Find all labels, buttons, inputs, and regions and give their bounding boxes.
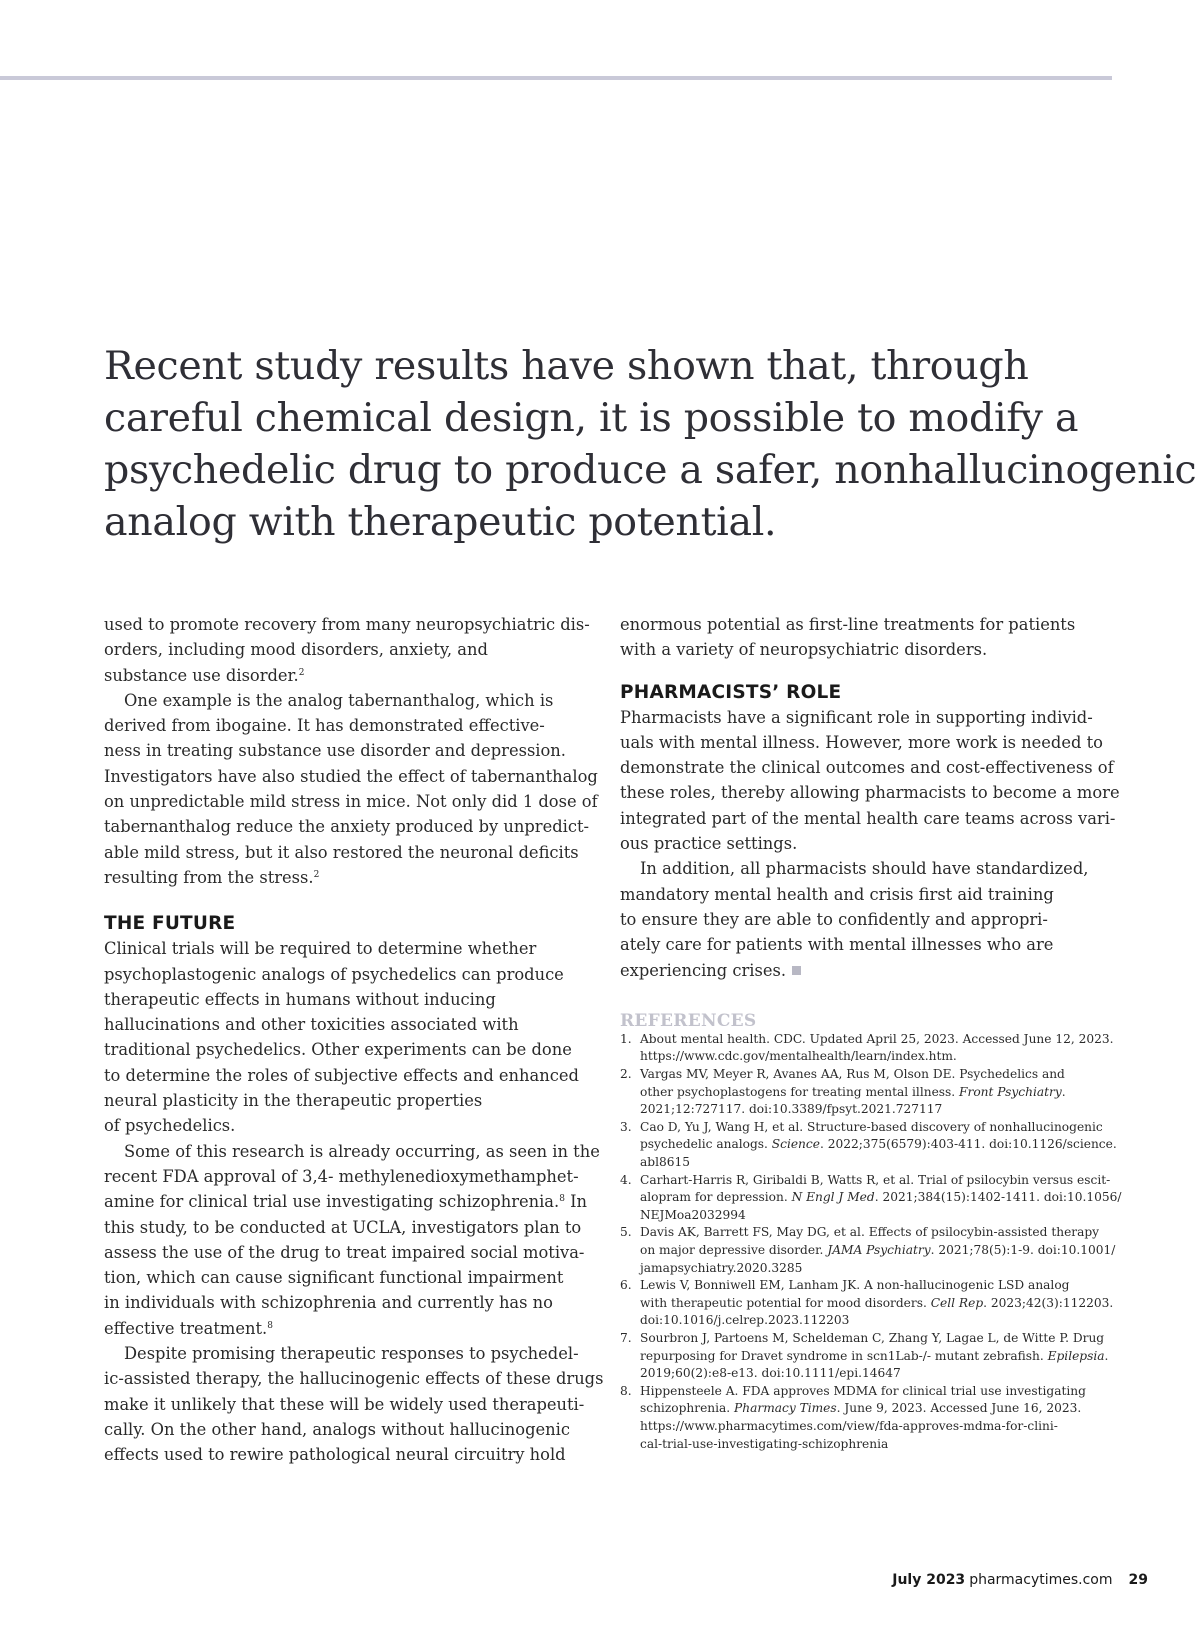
- page-number: 29: [1128, 1572, 1148, 1588]
- text-line: to determine the roles of subjective effects and enhanced: [104, 1065, 579, 1085]
- text-line: these roles, thereby allowing pharmacists to become a more: [620, 783, 1120, 803]
- text-run: psychedelic analogs.: [640, 1137, 772, 1152]
- paragraph: [104, 936, 598, 1138]
- reference-line: [640, 1189, 1122, 1207]
- reference-line: Davis AK, Barrett FS, May DG, et al. Effects of psilocybin-assisted therapy: [640, 1225, 1100, 1240]
- reference-text: [640, 1031, 1114, 1066]
- pull-quote-line: analog with therapeutic potential.: [104, 499, 777, 545]
- text-line: tion, which can cause significant functional impairment: [104, 1268, 564, 1288]
- reference-item: [620, 1119, 1117, 1172]
- text-line: ately care for patients with mental illnesses who are: [620, 935, 1054, 955]
- section-heading-role: PHARMACISTS’ ROLE: [620, 681, 842, 703]
- journal-name: Pharmacy Times: [734, 1401, 837, 1416]
- reference-line: [640, 1348, 1108, 1366]
- reference-line: https://www.pharmacytimes.com/view/fda-approves-mdma-for-clini-: [640, 1418, 1058, 1433]
- paragraph: [620, 705, 1120, 857]
- left-column: [104, 612, 604, 1468]
- text-line: ness in treating substance use disorder and depression.: [104, 741, 566, 761]
- text-run: with therapeutic potential for mood disorders.: [640, 1295, 931, 1310]
- paragraph: [104, 688, 598, 890]
- paragraph: [104, 1139, 598, 1341]
- reference-number: 3.: [620, 1119, 632, 1134]
- text-run: effective treatment.: [104, 1318, 268, 1338]
- text-run: .: [1061, 1084, 1066, 1099]
- journal-name: Science: [771, 1137, 820, 1152]
- journal-name: Front Psychiatry: [959, 1084, 1062, 1099]
- reference-line: Vargas MV, Meyer R, Avanes AA, Rus M, Olson DE. Psychedelics and: [640, 1067, 1065, 1082]
- text-run: . 2021;78(5):1-9. doi:10.1001/: [930, 1242, 1116, 1257]
- text-line: recent FDA approval of 3,4- methylenedioxymethamphet-: [104, 1166, 579, 1186]
- paragraph: [620, 612, 1112, 663]
- text-run: . 2022;375(6579):403-411. doi:10.1126/science.: [819, 1137, 1117, 1152]
- text-line: in individuals with schizophrenia and currently has no: [104, 1293, 553, 1313]
- top-rule: [0, 76, 1112, 80]
- text-run: substance use disorder.: [104, 665, 299, 685]
- reference-item: [620, 1277, 1112, 1330]
- reference-line: [640, 1242, 1115, 1260]
- text-line: Pharmacists have a significant role in supporting individ-: [620, 707, 1093, 727]
- journal-name: Cell Rep: [930, 1295, 984, 1310]
- text-line: [104, 1316, 598, 1341]
- text-line: neural plasticity in the therapeutic properties: [104, 1091, 483, 1111]
- text-line: mandatory mental health and crisis first aid training: [620, 884, 1054, 904]
- text-line: Some of this research is already occurring, as seen in the: [124, 1141, 600, 1161]
- reference-text: [640, 1330, 1108, 1383]
- reference-text: [640, 1277, 1113, 1330]
- reference-text: [640, 1224, 1115, 1277]
- text-line: In addition, all pharmacists should have standardized,: [640, 859, 1089, 879]
- text-line: ic-assisted therapy, the hallucinogenic effects of these drugs: [104, 1369, 604, 1389]
- reference-line: jamapsychiatry.2020.3285: [640, 1260, 803, 1275]
- text-run: alopram for depression.: [640, 1190, 792, 1205]
- reference-line: 2019;60(2):e8-e13. doi:10.1111/epi.14647: [640, 1366, 901, 1381]
- text-line: demonstrate the clinical outcomes and cost-effectiveness of: [620, 758, 1114, 778]
- text-line: of psychedelics.: [104, 1116, 236, 1136]
- references-list: [620, 1031, 1122, 1453]
- pull-quote: [104, 340, 1197, 548]
- text-line: hallucinations and other toxicities associated with: [104, 1015, 519, 1035]
- text-line: make it unlikely that these will be widely used therapeuti-: [104, 1394, 585, 1414]
- text-run: amine for clinical trial use investigating schizophrenia.: [104, 1192, 560, 1212]
- text-line: psychoplastogenic analogs of psychedelics can produce: [104, 964, 564, 984]
- reference-item: [620, 1172, 1122, 1225]
- text-line: ous practice settings.: [620, 834, 798, 854]
- reference-line: cal-trial-use-investigating-schizophrenia: [640, 1436, 889, 1451]
- text-run: resulting from the stress.: [104, 867, 314, 887]
- journal-name: JAMA Psychiatry: [827, 1242, 931, 1257]
- reference-line: [640, 1136, 1117, 1154]
- text-line: able mild stress, but it also restored the neuronal deficits: [104, 842, 579, 862]
- reference-item: [620, 1224, 1116, 1277]
- reference-item: [620, 1031, 1112, 1066]
- reference-text: [640, 1066, 1066, 1119]
- paragraph: [620, 856, 1112, 982]
- right-column: [620, 612, 1122, 1453]
- reference-item: [620, 1066, 1112, 1119]
- text-line: [104, 865, 598, 890]
- text-line: with a variety of neuropsychiatric disorders.: [620, 640, 988, 660]
- page-footer: [892, 1572, 1148, 1588]
- text-run: experiencing crises.: [620, 960, 787, 980]
- text-line: uals with mental illness. However, more work is needed to: [620, 732, 1103, 752]
- citation-sup: 8: [559, 1194, 565, 1205]
- text-line: cally. On the other hand, analogs without hallucinogenic: [104, 1419, 570, 1439]
- reference-number: 7.: [620, 1330, 632, 1345]
- reference-number: 5.: [620, 1225, 632, 1240]
- text-run: . 2021;384(15):1402-1411. doi:10.1056/: [874, 1190, 1122, 1205]
- paragraph: [104, 612, 598, 688]
- text-line: orders, including mood disorders, anxiety, and: [104, 640, 488, 660]
- reference-number: 4.: [620, 1172, 632, 1187]
- text-line: assess the use of the drug to treat impaired social motiva-: [104, 1242, 585, 1262]
- text-run: repurposing for Dravet syndrome in scn1Lab-/- mutant zebrafish.: [640, 1348, 1048, 1363]
- reference-line: Carhart-Harris R, Giribaldi B, Watts R, et al. Trial of psilocybin versus escit-: [640, 1172, 1111, 1187]
- text-line: Despite promising therapeutic responses to psychedel-: [124, 1344, 579, 1364]
- reference-text: [640, 1172, 1122, 1225]
- reference-line: https://www.cdc.gov/mentalhealth/learn/index.htm.: [640, 1049, 957, 1064]
- journal-name: N Engl J Med: [791, 1190, 875, 1205]
- reference-item: [620, 1330, 1112, 1383]
- citation-sup: 2: [313, 869, 320, 880]
- text-run: .: [1104, 1348, 1109, 1363]
- reference-number: 1.: [620, 1031, 632, 1046]
- reference-item: [620, 1383, 1112, 1453]
- text-line: [620, 958, 1112, 983]
- pull-quote-line: careful chemical design, it is possible to modify a: [104, 395, 1079, 441]
- reference-line: [640, 1084, 1066, 1102]
- reference-line: Lewis V, Bonniwell EM, Lanham JK. A non-hallucinogenic LSD analog: [640, 1278, 1070, 1293]
- text-line: therapeutic effects in humans without inducing: [104, 989, 496, 1009]
- reference-line: 2021;12:727117. doi:10.3389/fpsyt.2021.727117: [640, 1102, 943, 1117]
- text-line: Clinical trials will be required to determine whether: [104, 939, 537, 959]
- text-line: used to promote recovery from many neuropsychiatric dis-: [104, 615, 590, 634]
- reference-line: Hippensteele A. FDA approves MDMA for clinical trial use investigating: [640, 1383, 1086, 1398]
- site-name: pharmacytimes.com: [969, 1572, 1113, 1588]
- text-line: traditional psychedelics. Other experiments can be done: [104, 1040, 572, 1060]
- reference-line: doi:10.1016/j.celrep.2023.112203: [640, 1313, 850, 1328]
- text-line: to ensure they are able to confidently and appropri-: [620, 909, 1048, 929]
- reference-number: 8.: [620, 1383, 632, 1398]
- text-line: on unpredictable mild stress in mice. Not only did 1 dose of: [104, 792, 598, 812]
- text-line: Investigators have also studied the effect of tabernanthalog: [104, 766, 598, 786]
- text-run: . June 9, 2023. Accessed June 16, 2023.: [836, 1401, 1082, 1416]
- journal-name: Epilepsia: [1047, 1348, 1105, 1363]
- reference-line: [640, 1295, 1113, 1313]
- reference-line: abl8615: [640, 1155, 690, 1170]
- reference-text: [640, 1383, 1086, 1453]
- section-heading-future: THE FUTURE: [104, 913, 236, 935]
- text-line: [104, 1189, 598, 1214]
- text-run: schizophrenia.: [640, 1401, 735, 1416]
- reference-line: NEJMoa2032994: [640, 1207, 746, 1222]
- text-run: . 2023;42(3):112203.: [983, 1295, 1114, 1310]
- pull-quote-line: psychedelic drug to produce a safer, nonhallucinogenic: [104, 447, 1197, 493]
- pull-quote-line: Recent study results have shown that, through: [104, 343, 1029, 389]
- reference-line: [640, 1400, 1086, 1418]
- reference-text: [640, 1119, 1117, 1172]
- text-run: on major depressive disorder.: [640, 1242, 828, 1257]
- issue-date: July 2023: [892, 1572, 966, 1588]
- text-line: One example is the analog tabernanthalog, which is: [124, 690, 554, 710]
- reference-number: 6.: [620, 1278, 632, 1293]
- citation-sup: 2: [298, 667, 305, 678]
- reference-line: Cao D, Yu J, Wang H, et al. Structure-based discovery of nonhallucinogenic: [640, 1119, 1103, 1134]
- references-title: REFERENCES: [620, 1010, 757, 1031]
- text-run: In: [564, 1192, 588, 1212]
- text-line: [104, 663, 598, 688]
- text-line: tabernanthalog reduce the anxiety produced by unpredict-: [104, 817, 590, 837]
- paragraph: [104, 1341, 604, 1467]
- reference-line: Sourbron J, Partoens M, Scheldeman C, Zhang Y, Lagae L, de Witte P. Drug: [640, 1330, 1105, 1345]
- text-line: derived from ibogaine. It has demonstrated effective-: [104, 716, 545, 736]
- reference-number: 2.: [620, 1067, 632, 1082]
- citation-sup: 8: [267, 1320, 273, 1331]
- text-run: other psychoplastogens for treating mental illness.: [640, 1084, 960, 1099]
- end-mark-icon: [792, 966, 801, 975]
- text-line: this study, to be conducted at UCLA, investigators plan to: [104, 1217, 582, 1237]
- text-line: enormous potential as first-line treatments for patients: [620, 615, 1076, 634]
- text-line: integrated part of the mental health care teams across vari-: [620, 808, 1116, 828]
- text-line: effects used to rewire pathological neural circuitry hold: [104, 1445, 566, 1465]
- reference-line: About mental health. CDC. Updated April 25, 2023. Accessed June 12, 2023.: [640, 1031, 1114, 1046]
